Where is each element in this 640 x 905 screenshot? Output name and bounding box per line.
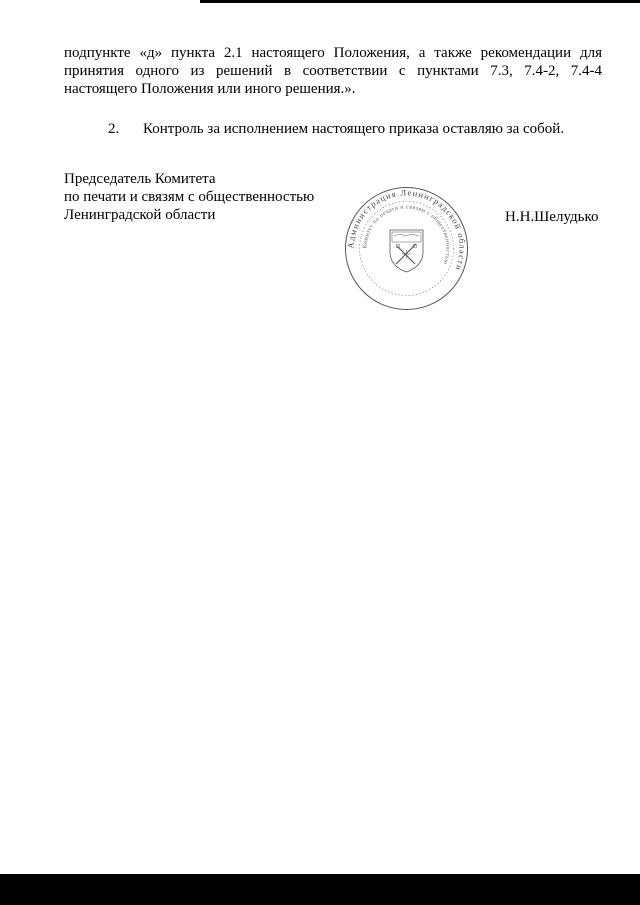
signer-position-line-2: по печати и связям с общественностью [64,189,315,205]
official-seal [344,186,469,311]
paragraph-line-3: настоящего Положения или иного решения.». [64,81,356,97]
list-item-number: 2. [108,121,120,137]
paragraph-line-2: принятия одного из решений в соответствии с пунктами 7.3, 7.4-2, 7.4-4 [64,63,602,79]
signer-position-line-3: Ленинградской области [64,207,216,223]
signer-position [64,170,314,224]
signer-name: Н.Н.Шелудько [505,209,599,225]
list-item-2 [108,120,564,138]
signer-position-line-1: Председатель Комитета [64,171,216,187]
paragraph-continuation [64,44,602,98]
seal-outer-text: Администрация Ленинградской области [345,187,468,273]
coat-of-arms-icon [390,230,423,272]
paragraph-line-1: подпункте «д» пункта 2.1 настоящего Положения, а также рекомендации для [64,45,602,61]
seal-inner-ring [360,202,454,296]
top-scan-border [200,0,640,3]
list-item-text: Контроль за исполнением настоящего приказа оставляю за собой. [143,121,565,137]
bottom-scan-border [0,874,640,905]
seal-inner-text: Комитет по печати и связям с общественностью [362,204,451,266]
